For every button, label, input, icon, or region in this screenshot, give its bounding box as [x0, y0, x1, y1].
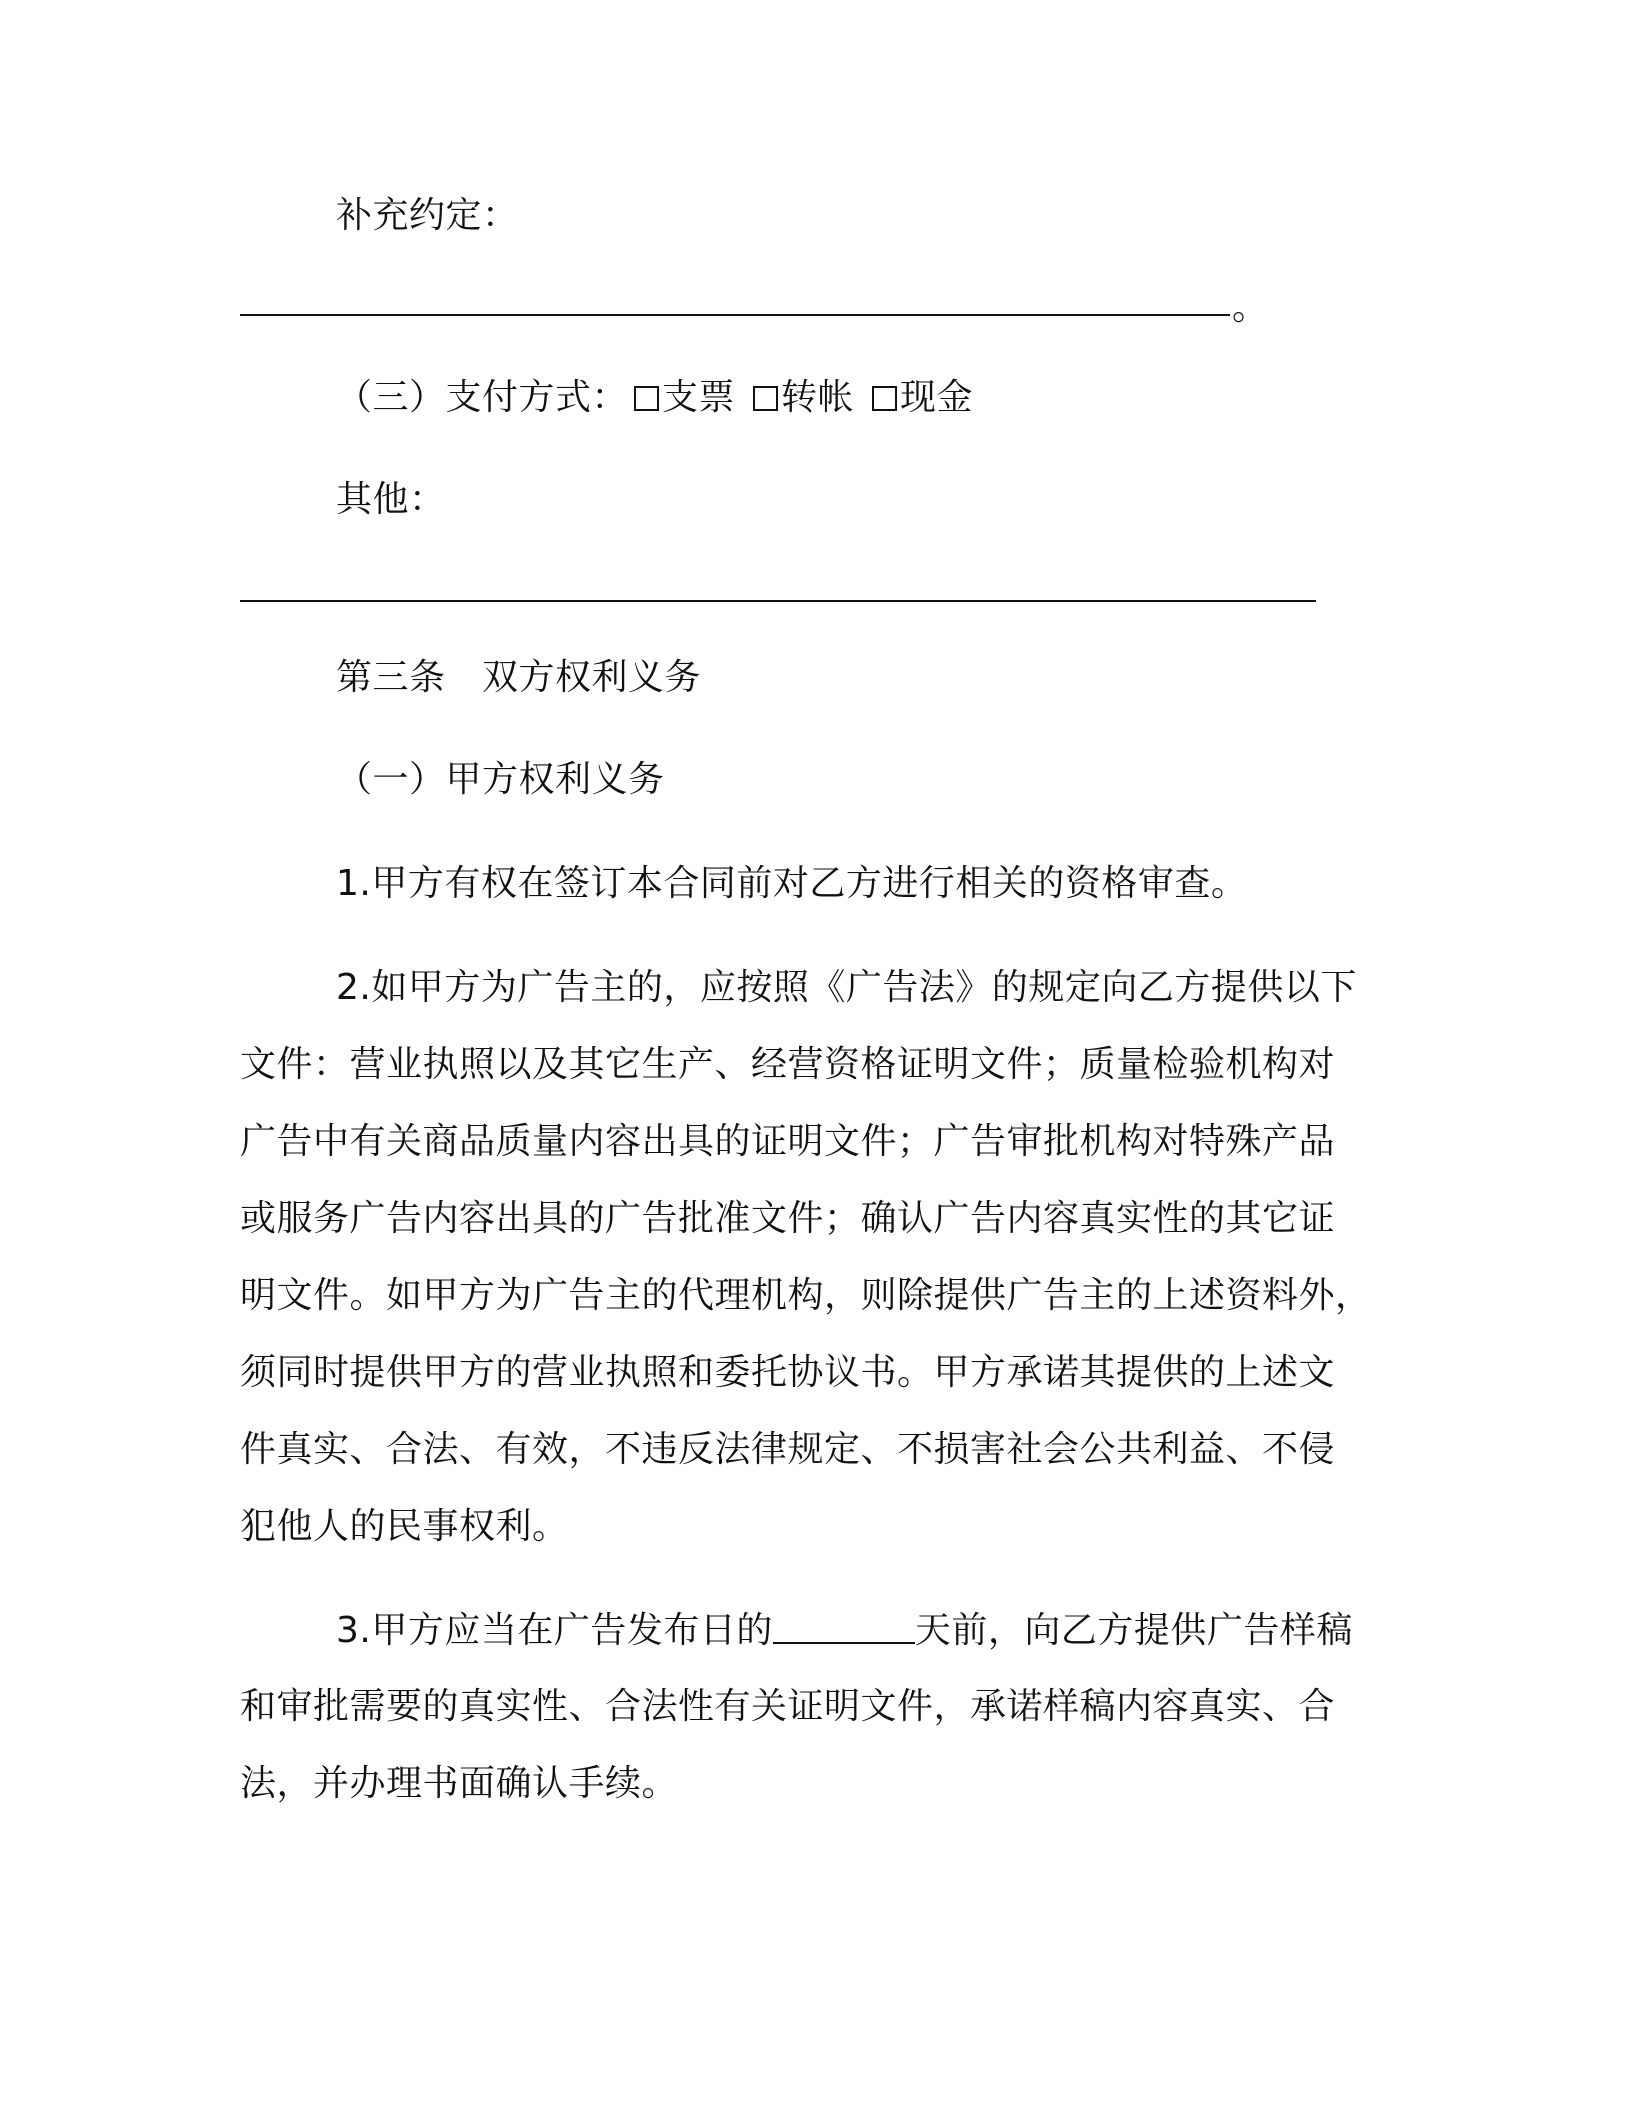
days-blank-field[interactable] — [773, 1610, 915, 1644]
item-3-text-after-blank: 天前，向乙方提供广告样稿 — [914, 1610, 1353, 1651]
payment-option-transfer: 转帐 — [780, 377, 854, 418]
checkbox-cheque[interactable] — [634, 386, 659, 411]
party-a-item-2-line: 件真实、合法、有效，不违反法律规定、不损害社会公共利益、不侵 — [240, 1429, 1336, 1470]
party-a-item-2-line: 明文件。如甲方为广告主的代理机构，则除提供广告主的上述资料外， — [240, 1275, 1372, 1316]
supplement-fill-line — [240, 314, 1230, 316]
other-label: 其他： — [336, 479, 446, 520]
article-3-title: 第三条 双方权利义务 — [336, 657, 702, 698]
party-a-item-2-line: 或服务广告内容出具的广告批准文件；确认广告内容真实性的其它证 — [240, 1198, 1336, 1239]
payment-option-cheque: 支票 — [662, 377, 736, 418]
other-fill-line — [240, 600, 1316, 602]
party-a-item-2-line: 须同时提供甲方的营业执照和委托协议书。甲方承诺其提供的上述文 — [240, 1352, 1336, 1393]
payment-line — [336, 378, 973, 418]
checkbox-cash[interactable] — [872, 386, 897, 411]
party-a-item-2-line: 广告中有关商品质量内容出具的证明文件；广告审批机构对特殊产品 — [240, 1121, 1336, 1162]
item-3-text-before-blank: 3.甲方应当在广告发布日的 — [336, 1610, 773, 1651]
party-a-item-3-line: 和审批需要的真实性、合法性有关证明文件，承诺样稿内容真实、合 — [240, 1686, 1336, 1727]
party-a-item-2-line: 犯他人的民事权利。 — [240, 1506, 569, 1547]
party-a-item-3-line — [336, 1610, 1353, 1651]
payment-option-cash: 现金 — [899, 377, 973, 418]
payment-prefix: （三）支付方式： — [336, 377, 629, 418]
party-a-item-3-line: 法，并办理书面确认手续。 — [240, 1763, 679, 1804]
party-a-item-1: 1.甲方有权在签订本合同前对乙方进行相关的资格审查。 — [336, 863, 1248, 904]
party-a-heading: （一）甲方权利义务 — [336, 759, 665, 800]
supplement-end-mark: 。 — [1232, 287, 1269, 328]
party-a-item-2-line: 2.如甲方为广告主的，应按照《广告法》的规定向乙方提供以下 — [336, 967, 1357, 1008]
party-a-item-2-line: 文件：营业执照以及其它生产、经营资格证明文件；质量检验机构对 — [240, 1044, 1336, 1085]
supplement-label: 补充约定： — [336, 195, 519, 236]
checkbox-transfer[interactable] — [753, 386, 778, 411]
